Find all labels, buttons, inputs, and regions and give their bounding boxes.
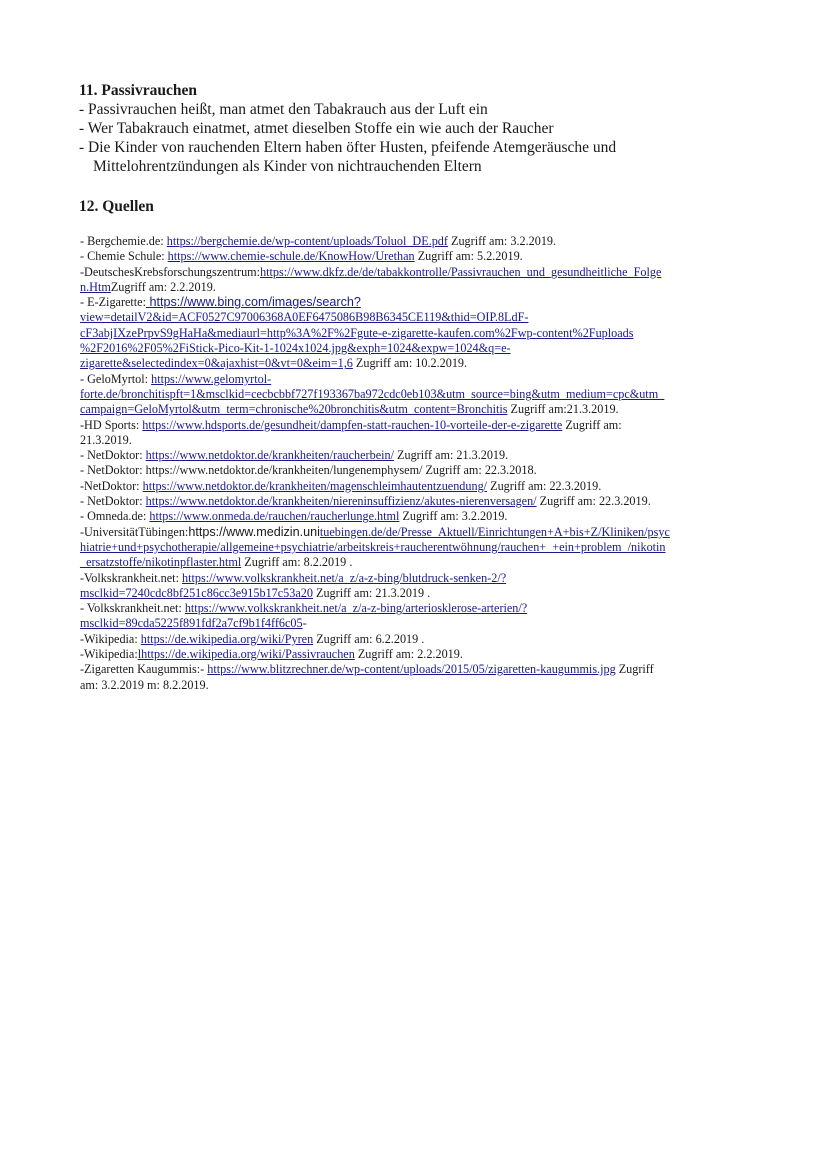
reference-link[interactable]: lhttps://de.wikipedia.org/wiki/Passivrauchen: [137, 647, 355, 662]
reference-access-date: Zugriff am: 22.3.2019.: [487, 478, 602, 493]
reference-omneda: [80, 509, 752, 524]
bullet-3: - Die Kinder von rauchenden Eltern haben öfter Husten, pfeifende Atemgeräusche und: [79, 139, 617, 156]
reference-label: -Wikipedia:: [80, 631, 141, 646]
reference-line: [80, 265, 752, 280]
reference-link[interactable]: https://www.dkfz.de/de/tabakkontrolle/Passivrauchen_und_gesundheitliche_Folge: [260, 264, 662, 279]
reference-plain-url: https://www.medizin.uni: [188, 524, 320, 539]
reference-link[interactable]: https://www.chemie-schule.de/KnowHow/Urethan: [167, 249, 415, 264]
reference-access-date: Zugriff am: 5.2.2019.: [414, 249, 523, 264]
reference-line: [80, 310, 752, 325]
section-heading-quellen: 12. Quellen: [79, 198, 154, 215]
reference-access-date: Zugriff am: 22.3.2018.: [422, 463, 537, 478]
reference-access-label: Zugriff am:: [562, 417, 622, 432]
reference-link[interactable]: https://www.netdoktor.de/krankheiten/raucherbein/: [145, 448, 394, 463]
reference-link[interactable]: https://www.netdoktor.de/krankheiten/niereninsuffizienz/akutes-nierenversagen/: [145, 494, 537, 509]
reference-label: - NetDoktor:: [80, 463, 146, 478]
reference-line: [80, 662, 752, 677]
reference-line: [80, 387, 752, 402]
reference-link-continued[interactable]: view=detailV2&id=ACF0527C97006368A0EF6475086B98B6345CE119&thid=OIP.8LdF-: [80, 310, 529, 325]
reference-access-date: Zugriff am: 21.3.2019 .: [312, 585, 431, 600]
reference-link[interactable]: tuebingen.de/de/Presse_Aktuell/Einrichtungen+A+bis+Z/Kliniken/psyc: [319, 524, 670, 539]
reference-zigaretten-kaugummis: [80, 662, 752, 693]
reference-plain-url: https://www.netdoktor.de/krankheiten/lungenemphysem/: [145, 463, 423, 478]
reference-volkskrankheit-arteriosklerose: [80, 601, 752, 632]
reference-hdsports: [80, 418, 752, 449]
reference-label: - Volkskrankheit.net:: [80, 601, 185, 616]
reference-e-zigarette: [80, 295, 752, 371]
reference-link[interactable]: https://www.blitzrechner.de/wp-content/uploads/2015/05/zigaretten-kaugummis.jpg: [207, 662, 616, 677]
reference-link[interactable]: https://www.netdoktor.de/krankheiten/magenschleimhautentzuendung/: [142, 478, 488, 493]
reference-label: -DeutschesKrebsforschungszentrum:: [80, 264, 261, 279]
reference-access-date: Zugriff am: 10.2.2019.: [352, 356, 468, 371]
reference-access-date: am: 3.2.2019 m: 8.2.2019.: [80, 677, 209, 692]
reference-access-date: Zugriff am: 21.3.2019.: [393, 448, 509, 463]
reference-access-date: Zugriff am: 2.2.2019.: [354, 647, 463, 662]
reference-link-continued[interactable]: cF3abjIXzePrpvS9gHaHa&mediaurl=http%3A%2F%2Fgute-e-zigarette-kaufen.com%2Fwp-content%2Fuploads: [80, 325, 634, 340]
reference-access-date: Zugriff am: 3.2.2019.: [399, 509, 508, 524]
reference-label: - Bergchemie.de:: [80, 234, 167, 248]
references-list: [80, 234, 752, 693]
reference-line: [80, 372, 752, 387]
reference-label: - NetDoktor:: [80, 448, 146, 463]
reference-chemie-schule: [80, 249, 752, 264]
reference-link[interactable]: https://www.gelomyrtol-: [151, 371, 272, 386]
reference-access-date: Zugriff am: 3.2.2019.: [447, 234, 557, 248]
reference-access-date: 21.3.2019.: [80, 432, 132, 447]
reference-access-date: Zugriff am: 8.2.2019 .: [241, 555, 353, 570]
reference-line: [80, 280, 752, 295]
reference-netdoktor-lungenemphysem: [80, 463, 752, 478]
reference-link[interactable]: https://www.volkskrankheit.net/a_z/a-z-bing/arteriosklerose-arterien/?: [184, 601, 528, 616]
reference-label: -HD Sports:: [80, 417, 143, 432]
reference-link-continued[interactable]: forte.de/bronchitispft=1&msclkid=cecbcbbf727f193367ba972cdc0eb103&utm_source=bing&utm_medium=cpc&utm_: [80, 386, 665, 401]
section-heading-passivrauchen: 11. Passivrauchen: [79, 82, 197, 99]
reference-bergchemie: [80, 234, 752, 249]
reference-line: [80, 326, 752, 341]
reference-access-date: Zugriff am: 2.2.2019.: [110, 279, 216, 294]
reference-line: [80, 525, 752, 540]
reference-label: -Volkskrankheit.net:: [80, 570, 182, 585]
reference-line: [80, 586, 752, 601]
reference-line: [80, 571, 752, 586]
reference-label: -Wikipedia:: [80, 647, 138, 662]
reference-wikipedia-passivrauchen: [80, 647, 752, 662]
reference-line: [80, 295, 752, 310]
reference-label: -NetDoktor:: [80, 478, 143, 493]
reference-link-continued[interactable]: n.Htm: [80, 279, 111, 294]
reference-link-continued[interactable]: msclkid=89cda5225f891fdf2a7cf9b1f4ff6c05: [80, 616, 303, 631]
reference-line: [80, 555, 752, 570]
reference-link[interactable]: https://www.bing.com/images/search?: [145, 295, 361, 310]
reference-netdoktor-niereninsuffizienz: [80, 494, 752, 509]
reference-link-continued[interactable]: msclkid=7240cdc8bf251c86cc3e915b17c53a20: [80, 585, 313, 600]
reference-link[interactable]: https://www.volkskrankheit.net/a_z/a-z-bing/blutdruck-senken-2/?: [182, 570, 507, 585]
reference-uni-tuebingen: [80, 525, 752, 571]
reference-netdoktor-raucherbein: [80, 448, 752, 463]
reference-link[interactable]: https://www.onmeda.de/rauchen/raucherlunge.html: [149, 509, 400, 524]
reference-line: [80, 418, 752, 433]
reference-line: [80, 402, 752, 417]
reference-line: [80, 616, 752, 631]
reference-line: [80, 356, 752, 371]
reference-trailing-dash: -: [302, 616, 307, 631]
reference-label: - NetDoktor:: [80, 494, 146, 509]
reference-label: - GeloMyrtol:: [80, 371, 152, 386]
bullet-3-continued: Mittelohrentzündungen als Kinder von nichtrauchenden Eltern: [93, 158, 482, 175]
reference-wikipedia-pyren: [80, 632, 752, 647]
reference-access-date: Zugriff am: 22.3.2019.: [536, 494, 651, 509]
reference-label: - Omneda.de:: [80, 509, 150, 524]
reference-access-date: Zugriff am:21.3.2019.: [507, 402, 619, 417]
reference-link-continued[interactable]: zigarette&selectedindex=0&ajaxhist=0&vt=0&eim=1,6: [80, 356, 353, 371]
reference-link[interactable]: https://bergchemie.de/wp-content/uploads/Toluol_DE.pdf: [166, 234, 448, 248]
reference-label: -UniversitätTübingen:: [80, 524, 189, 539]
reference-link[interactable]: https://www.hdsports.de/gesundheit/dampfen-statt-rauchen-10-vorteile-der-e-zigarette: [142, 417, 563, 432]
reference-label: - E-Zigarette:: [80, 295, 146, 310]
reference-gelomyrtol: [80, 372, 752, 418]
reference-access-date: Zugriff am: 6.2.2019 .: [313, 631, 425, 646]
reference-link-continued[interactable]: campaign=GeloMyrtol&utm_term=chronische%20bronchitis&utm_content=Bronchitis: [80, 402, 508, 417]
reference-line: [80, 601, 752, 616]
reference-link-continued[interactable]: _ersatzstoffe/nikotinpflaster.html: [80, 555, 242, 570]
reference-link[interactable]: https://de.wikipedia.org/wiki/Pyren: [140, 631, 314, 646]
bullet-1: - Passivrauchen heißt, man atmet den Tabakrauch aus der Luft ein: [79, 101, 488, 118]
reference-volkskrankheit-blutdruck: [80, 571, 752, 602]
reference-access-label: Zugriff: [615, 662, 654, 677]
reference-netdoktor-magenschleimhaut: [80, 479, 752, 494]
reference-line: [80, 341, 752, 356]
reference-link-continued[interactable]: hiatrie+und+psychotherapie/allgemeine+psychiatrie/arbeitskreis+raucherentwöhnung/rauchen+_+ein+problem_/nikotin: [80, 539, 666, 554]
reference-label: - Chemie Schule:: [80, 249, 168, 264]
reference-link-continued[interactable]: %2F2016%2F05%2FiStick-Pico-Kit-1-1024x1024.jpg&exph=1024&expw=1024&q=e-: [80, 341, 511, 356]
reference-line: [80, 540, 752, 555]
reference-dkfz: [80, 265, 752, 296]
reference-label: -Zigaretten Kaugummis:-: [80, 662, 208, 677]
bullet-2: - Wer Tabakrauch einatmet, atmet dieselben Stoffe ein wie auch der Raucher: [79, 120, 554, 137]
